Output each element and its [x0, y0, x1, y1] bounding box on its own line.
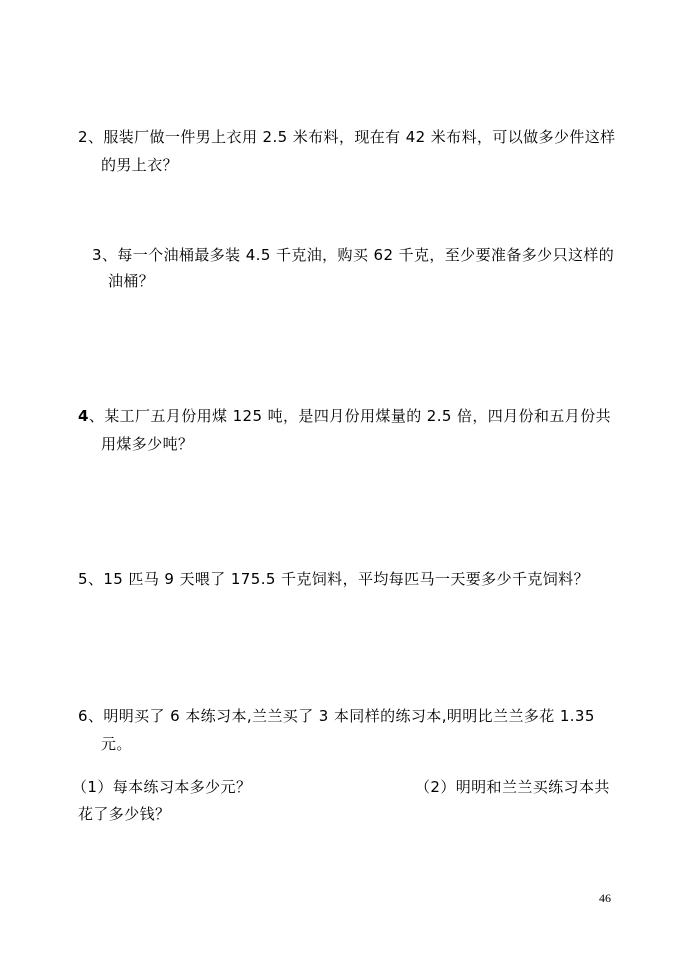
problem-6-line-2: 元。 — [101, 735, 132, 753]
problem-3-sep: 、 — [101, 246, 118, 264]
problem-6-sep: 、 — [87, 707, 104, 725]
problem-2-line-1 — [78, 127, 616, 147]
problem-2-line-2: 的男上衣？ — [101, 156, 179, 174]
problem-2-number: 2 — [78, 128, 88, 146]
problem-6-text: 明明买了 6 本练习本,兰兰买了 3 本同样的练习本,明明比兰兰多花 1.35 — [103, 707, 595, 725]
problem-4-sep: 、 — [88, 407, 105, 425]
problem-2-text: 服装厂做一件男上衣用 2.5 米布料，现在有 42 米布料，可以做多少件这样 — [103, 128, 616, 146]
problem-2-sep: 、 — [87, 128, 104, 146]
problem-3-text: 每一个油桶最多装 4.5 千克油，购买 62 千克，至少要准备多少只这样的 — [117, 246, 615, 264]
problem-6-sub-question-2-cont: 花了多少钱？ — [78, 805, 171, 823]
page-number: 46 — [599, 891, 611, 905]
problem-4-text: 某工厂五月份用煤 125 吨，是四月份用煤量的 2.5 倍，四月份和五月份共 — [104, 407, 612, 425]
problem-5-text: 15 匹马 9 天喂了 175.5 千克饲料，平均每匹马一天要多少千克饲料？ — [103, 570, 589, 588]
problem-6-line-1 — [78, 706, 595, 726]
problem-3-number: 3 — [92, 246, 102, 264]
problem-6-sub-question-2: （2）明明和兰兰买练习本共 — [415, 778, 610, 796]
problem-6-number: 6 — [78, 707, 88, 725]
problem-3-line-2: 油桶？ — [108, 272, 155, 290]
problem-4-line-1 — [78, 406, 611, 426]
problem-5-sep: 、 — [87, 570, 104, 588]
problem-4-number: 4 — [78, 407, 89, 425]
problem-5-line-1 — [78, 569, 589, 589]
problem-3-line-1 — [92, 245, 614, 265]
problem-5-number: 5 — [78, 570, 88, 588]
problem-4-line-2: 用煤多少吨？ — [101, 435, 194, 453]
problem-6-sub-question-1: （1）每本练习本多少元？ — [72, 778, 252, 796]
